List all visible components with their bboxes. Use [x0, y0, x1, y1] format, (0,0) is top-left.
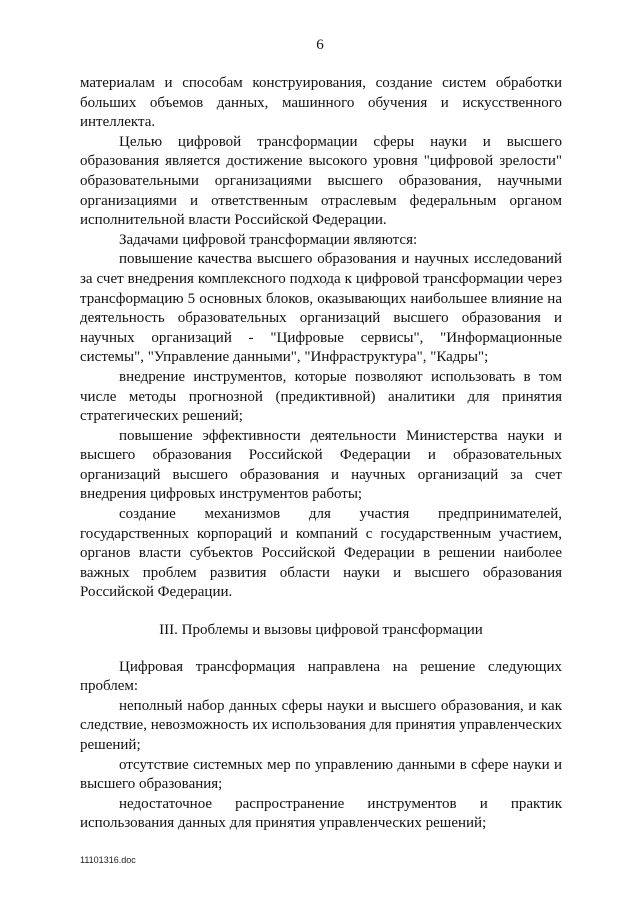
paragraph-goal: Целью цифровой трансформации сферы науки и высшего образования является достижение высокого уровня "цифровой зрелости" образовательными организациями высшего образования, научными организациями и ответственным отраслевым федеральным органом исполнительной власти Российской Федерации. [80, 133, 562, 229]
document-file-id: 11101316.doc [80, 855, 136, 865]
paragraph-task-efficiency: повышение эффективности деятельности Министерства науки и высшего образования Российской Федерации и образовательных организаций высшего образования и научных организаций за счет внедрения цифровых инструментов работы; [80, 427, 562, 503]
page-number: 6 [316, 37, 324, 53]
section-title: III. Проблемы и вызовы цифровой трансформации [159, 622, 483, 639]
paragraph-task-analytics: внедрение инструментов, которые позволяют использовать в том числе методы прогнозной (предиктивной) аналитики для принятия стратегических решений; [80, 368, 562, 425]
paragraph-problem-data: неполный набор данных сферы науки и высшего образования, и как следствие, невозможность их использования для принятия управленческих решений; [80, 697, 562, 753]
paragraph-problem-tools: недостаточное распространение инструментов и практик использования данных для принятия управленческих решений; [80, 795, 562, 832]
paragraph-problem-management: отсутствие системных мер по управлению данными в сфере науки и высшего образования; [80, 756, 562, 793]
paragraph-task-quality: повышение качества высшего образования и научных исследований за счет внедрения комплексного подхода к цифровой трансформации через трансформацию 5 основных блоков, оказывающих наибольшее влияние на деятельность образовательных организаций высшего образования и научных организаций - "Цифровые сервисы", "Информационные системы", "Управление данными", "Инфраструктура", "Кадры"; [80, 251, 562, 366]
paragraph-tasks-heading: Задачами цифровой трансформации являются: [119, 231, 418, 248]
document-body [80, 74, 562, 834]
paragraph-problems-intro: Цифровая трансформация направлена на решение следующих проблем: [80, 658, 562, 695]
paragraph-continuation: материалам и способам конструирования, создание систем обработки больших объемов данных, машинного обучения и искусственного интеллекта. [80, 75, 562, 131]
paragraph-task-mechanisms: создание механизмов для участия предпринимателей, государственных корпораций и компаний с государственным участием, органов власти субъектов Российской Федерации в решении наиболее важных проблем развития области науки и высшего образования Российской Федерации. [80, 506, 562, 601]
